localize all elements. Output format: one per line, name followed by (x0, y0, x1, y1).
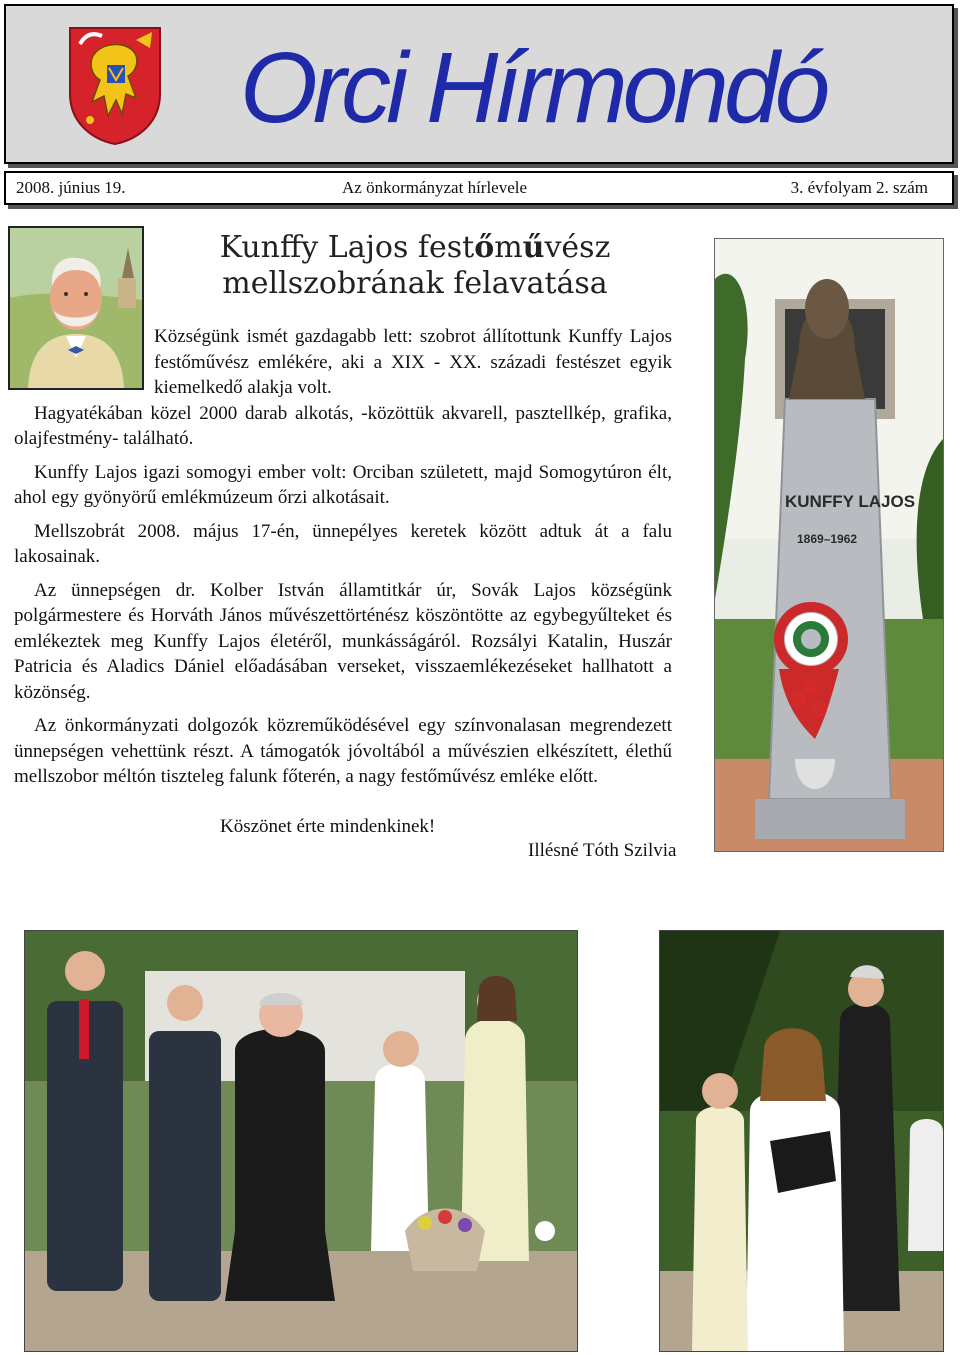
article-body (14, 324, 672, 798)
article-paragraph: Az ünnepségen dr. Kolber István államtitkár úr, Sovák Lajos községünk polgármestere és Horváth János művészettörténész köszöntötte az egybegyűlteket és emlékeztek meg Kunffy Lajos életéről, munkásságáról. Rozsályi Katalin, Huszár Patricia és Aladics Dániel előadásában verseket, visszaemlékezéseket hallhatott a közönség. (14, 579, 672, 703)
coat-of-arms-icon (66, 24, 164, 146)
article-headline (150, 230, 680, 302)
article-author: Illésné Tóth Szilvia (528, 840, 677, 861)
readers-photo (659, 930, 944, 1352)
statue-years: 1869–1962 (797, 532, 858, 546)
article-paragraph: Mellszobrát 2008. május 17-én, ünnepélyes keretek között adtuk át a falu lakosainak. (14, 520, 672, 567)
issue-info-bar (4, 171, 954, 205)
ceremony-group-photo (24, 930, 578, 1352)
statue-name: KUNFFY LAJOS (785, 492, 916, 511)
thanks-line: Köszönet érte mindenkinek! (220, 816, 436, 837)
newsletter-subtitle: Az önkormányzat hírlevele (342, 178, 528, 197)
article-paragraph: Kunffy Lajos igazi somogyi ember volt: Orciban született, majd Somogytúron élt, ahol egy gyönyörű emlékmúzeum őrzi alkotásait. (14, 461, 672, 508)
article-paragraph: Hagyatékában közel 2000 darab alkotás, -közöttük akvarell, pasztellkép, grafika, olajfestmény- található. (14, 402, 672, 449)
article-paragraph: Az önkormányzati dolgozók közreműködésével egy színvonalasan megrendezett ünnepségen vehettünk részt. A támogatók jóvoltából a művészien elkészített, élethű mellszobor méltón tiszteleg falunk főterén, a nagy festőművész emléke előtt. (14, 715, 672, 787)
article-paragraph: Községünk ismét gazdagabb lett: szobrot állítottunk Kunffy Lajos festőművész emlékére, aki a XIX - XX. századi festészet egyik kiemelkedő alakja volt. (154, 326, 672, 398)
issue-number: 3. évfolyam 2. szám (790, 178, 928, 197)
issue-date: 2008. június 19. (16, 178, 126, 197)
statue-photo (714, 238, 944, 852)
newspaper-title: Orci Hírmondó (240, 32, 826, 144)
headline-line-1: Kunffy Lajos festőművész (219, 230, 611, 265)
headline-line-2: mellszobrának felavatása (222, 266, 608, 301)
